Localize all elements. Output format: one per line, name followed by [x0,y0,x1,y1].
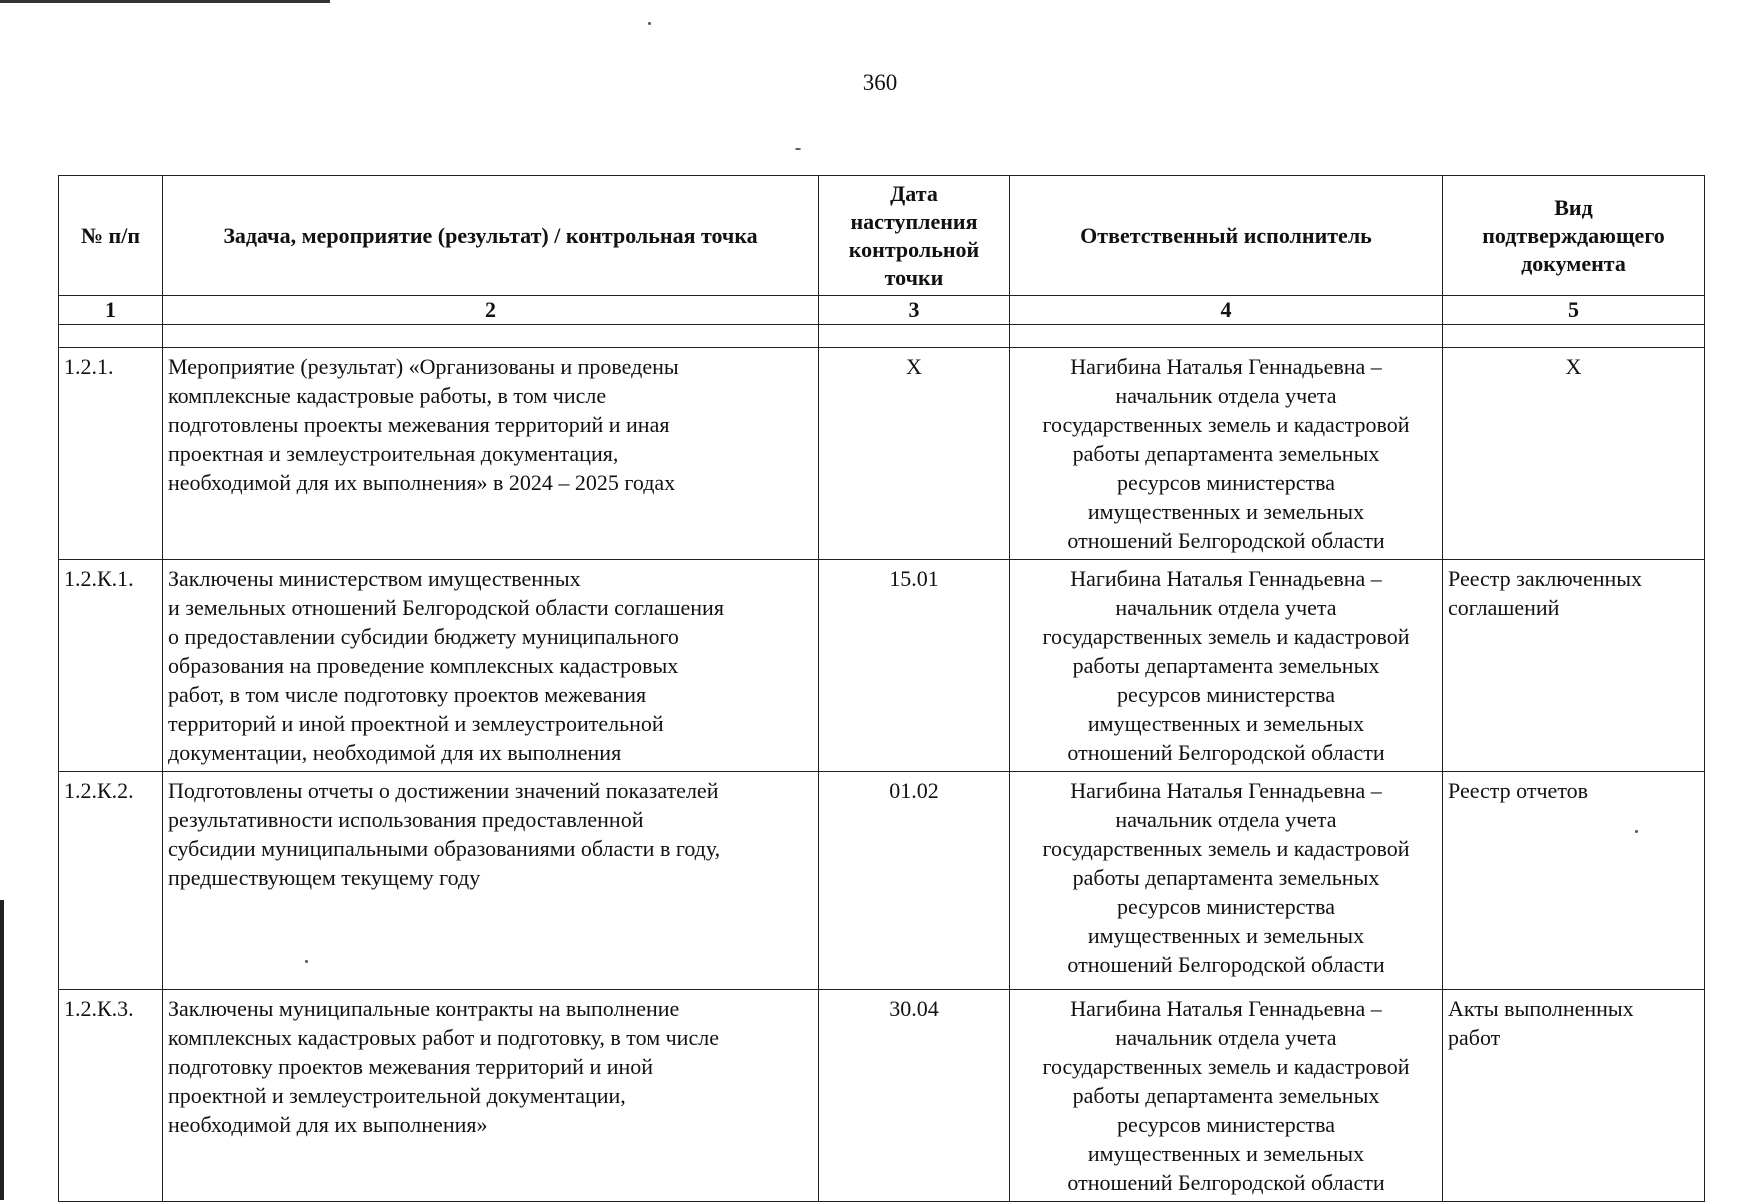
table-row [59,990,1705,1202]
column-number: 4 [1010,296,1443,325]
column-number: 3 [819,296,1010,325]
row-executor: Нагибина Наталья Геннадьевна – начальник отдела учета государственных земель и кадастровой работы департамента земельных ресурсов министерства имущественных и земельных отношений Белгородской области [1010,772,1443,990]
empty-cell [1010,325,1443,348]
table-row [59,348,1705,560]
scan-edge-top [0,0,330,3]
row-document: Реестр заключенных соглашений [1443,560,1705,772]
empty-cell [1443,325,1705,348]
scan-edge-left [0,900,4,1200]
scan-speck [648,22,651,25]
row-document: Реестр отчетов [1443,772,1705,990]
row-date: X [819,348,1010,560]
column-number: 5 [1443,296,1705,325]
row-executor: Нагибина Наталья Геннадьевна – начальник отдела учета государственных земель и кадастровой работы департамента земельных ресурсов министерства имущественных и земельных отношений Белгородской области [1010,560,1443,772]
table-row [59,772,1705,990]
table-header-row [59,176,1705,296]
header-date: Дата наступления контрольной точки [819,176,1010,296]
row-date: 01.02 [819,772,1010,990]
column-number: 1 [59,296,163,325]
empty-row [59,325,1705,348]
control-points-table [58,175,1705,1202]
empty-cell [819,325,1010,348]
page-number: 360 [862,70,898,95]
row-document: Акты выполненных работ [1443,990,1705,1202]
row-number: 1.2.К.1. [59,560,163,772]
row-date: 15.01 [819,560,1010,772]
row-executor: Нагибина Наталья Геннадьевна – начальник отдела учета государственных земель и кадастровой работы департамента земельных ресурсов министерства имущественных и земельных отношений Белгородской области [1010,348,1443,560]
scan-speck [795,148,801,150]
empty-cell [163,325,819,348]
table-row [59,560,1705,772]
row-executor: Нагибина Наталья Геннадьевна – начальник отдела учета государственных земель и кадастровой работы департамента земельных ресурсов министерства имущественных и земельных отношений Белгородской области [1010,990,1443,1202]
row-number: 1.2.К.2. [59,772,163,990]
row-number: 1.2.К.3. [59,990,163,1202]
row-document: X [1443,348,1705,560]
row-task: Заключены муниципальные контракты на выполнение комплексных кадастровых работ и подготовку, в том числе подготовку проектов межевания территорий и иной проектной и землеустроительной документации, необходимой для их выполнения» [163,990,819,1202]
column-number-row [59,296,1705,325]
row-task: Мероприятие (результат) «Организованы и проведены комплексные кадастровые работы, в том числе подготовлены проекты межевания территорий и иная проектная и землеустроительная документация, необходимой для их выполнения» в 2024 – 2025 годах [163,348,819,560]
row-task: Заключены министерством имущественных и земельных отношений Белгородской области соглашения о предоставлении субсидии бюджету муниципального образования на проведение комплексных кадастровых работ, в том числе подготовку проектов межевания территорий и иной проектной и землеустроительной документации, необходимой для их выполнения [163,560,819,772]
header-executor: Ответственный исполнитель [1010,176,1443,296]
header-document: Вид подтверждающего документа [1443,176,1705,296]
header-task: Задача, мероприятие (результат) / контрольная точка [163,176,819,296]
column-number: 2 [163,296,819,325]
row-date: 30.04 [819,990,1010,1202]
row-number: 1.2.1. [59,348,163,560]
header-number: № п/п [59,176,163,296]
empty-cell [59,325,163,348]
row-task: Подготовлены отчеты о достижении значений показателей результативности использования предоставленной субсидии муниципальными образованиями области в году, предшествующем текущему году [163,772,819,990]
